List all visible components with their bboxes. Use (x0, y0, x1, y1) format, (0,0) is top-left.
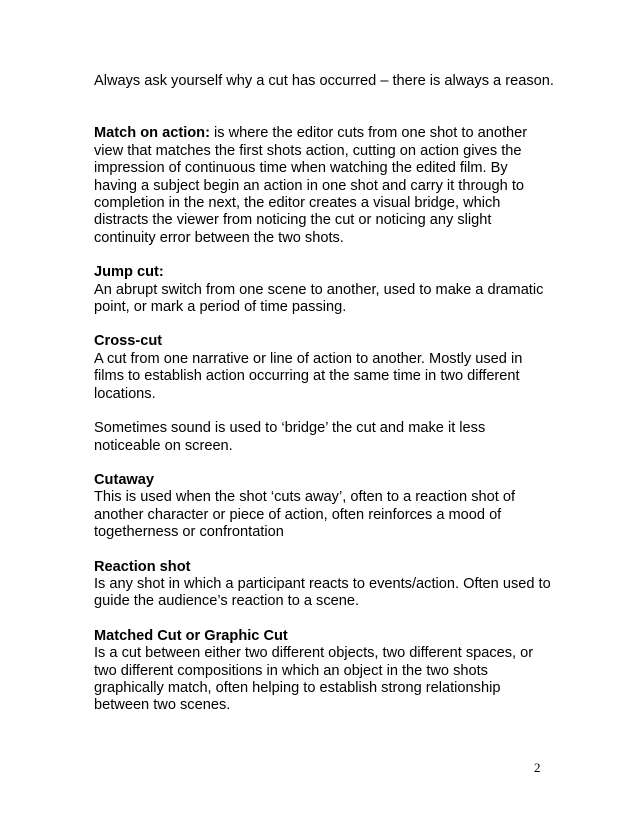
match-on-action-title: Match on action: (94, 125, 210, 142)
spacer (94, 316, 554, 333)
cutaway-section (94, 472, 554, 542)
spacer (94, 403, 554, 420)
match-on-action-body: is where the editor cuts from one shot to another view that matches the first shots action, cutting on action gives the impression of continuous time when watching the edited film. By having a subject begin an action in one shot and carry it through to completion in the next, the editor creates a visual bridge, which distracts the viewer from noticing the cut or noticing any slight continuity error between the two shots. (94, 125, 528, 246)
spacer (94, 455, 554, 472)
cross-cut-body: A cut from one narrative or line of action to another. Mostly used in films to establish action occurring at the same time in two different locations. (94, 350, 523, 402)
jump-cut-title: Jump cut: (94, 264, 164, 281)
spacer (94, 90, 554, 125)
sound-note-paragraph: Sometimes sound is used to ‘bridge’ the cut and make it less noticeable on screen. (94, 420, 486, 454)
cutaway-body: This is used when the shot ‘cuts away’, often to a reaction shot of another character or piece of action, often reinforces a mood of togetherness or confrontation (94, 489, 516, 541)
spacer (94, 542, 554, 559)
spacer (94, 247, 554, 264)
match-on-action-paragraph (94, 125, 554, 247)
intro-paragraph: Always ask yourself why a cut has occurred – there is always a reason. (94, 73, 554, 89)
jump-cut-section (94, 264, 554, 316)
jump-cut-body: An abrupt switch from one scene to another, used to make a dramatic point, or mark a period of time passing. (94, 281, 544, 316)
matched-cut-section (94, 628, 554, 715)
page-number: 2 (534, 760, 541, 775)
matched-cut-title: Matched Cut or Graphic Cut (94, 627, 288, 644)
cross-cut-section (94, 333, 554, 403)
cross-cut-title: Cross-cut (94, 333, 163, 350)
document-page (94, 73, 554, 715)
matched-cut-body: Is a cut between either two different objects, two different spaces, or two different compositions in which an object in the two shots graphically match, often helping to establish strong relationship between two scenes. (94, 645, 534, 714)
reaction-shot-title: Reaction shot (94, 558, 191, 575)
cutaway-title: Cutaway (94, 471, 155, 488)
reaction-shot-body: Is any shot in which a participant reacts to events/action. Often used to guide the audience’s reaction to a scene. (94, 575, 551, 610)
spacer (94, 611, 554, 628)
reaction-shot-section (94, 559, 554, 611)
